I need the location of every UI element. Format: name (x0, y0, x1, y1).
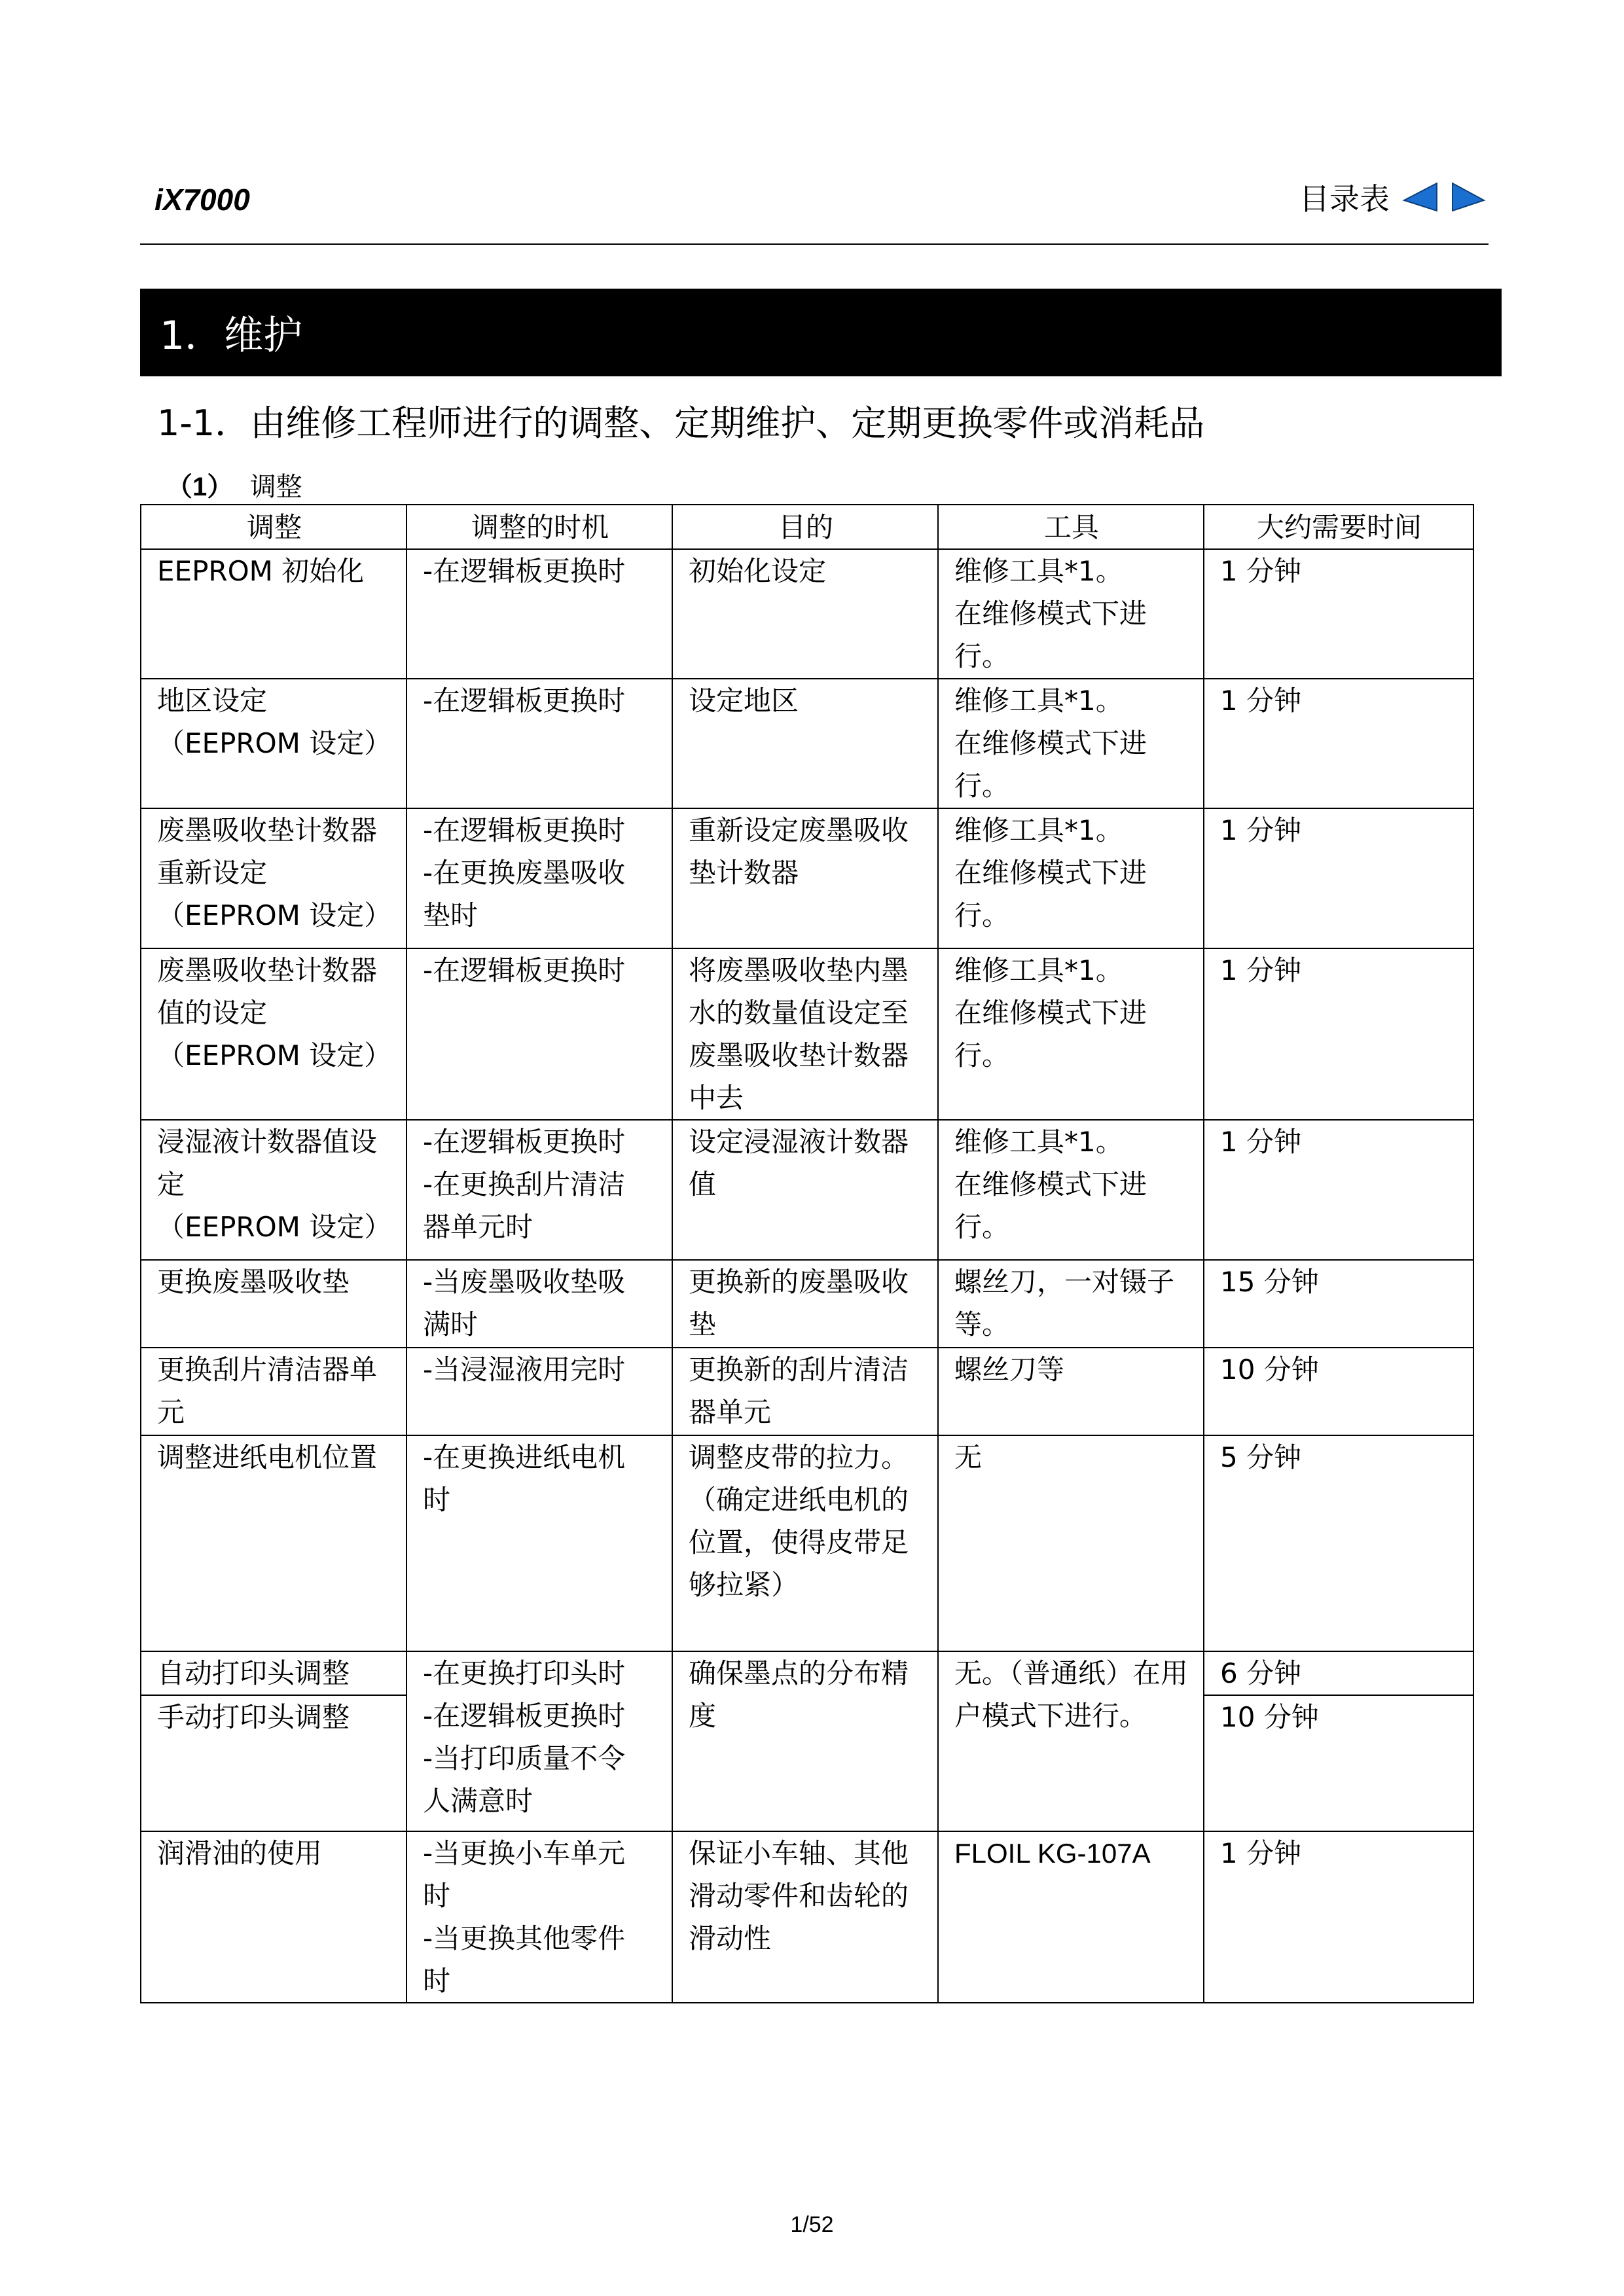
cell-line: 时 (423, 1880, 451, 1912)
timing-cell (406, 1260, 672, 1348)
cell-line: -在更换进纸电机 (423, 1441, 626, 1473)
time-cell (1204, 1120, 1473, 1260)
tool-cell (938, 1651, 1204, 1831)
cell-line: 更换废墨吸收垫 (157, 1266, 350, 1298)
cell-line: 1 分钟 (1220, 555, 1302, 587)
adjust-cell (141, 948, 406, 1120)
table-row (141, 1348, 1473, 1435)
timing-cell (406, 1348, 672, 1435)
tool-cell (938, 948, 1204, 1120)
cell-line: 手动打印头调整 (157, 1701, 350, 1733)
table-row (141, 1831, 1473, 2003)
adjust-cell (141, 1260, 406, 1348)
purpose-cell (672, 549, 938, 679)
cell-line: 无。（普通纸）在用 (954, 1657, 1189, 1689)
purpose-cell (672, 1348, 938, 1435)
timing-cell (406, 549, 672, 679)
cell-line: 维修工具*1。 (954, 1126, 1123, 1158)
cell-line: 行。 (954, 1211, 1010, 1243)
purpose-cell (672, 1831, 938, 2003)
section-title: 1-1．由维修工程师进行的调整、定期维护、定期更换零件或消耗品 (157, 403, 1205, 444)
header-divider (140, 243, 1489, 245)
adjust-cell (141, 1435, 406, 1651)
time-cell (1204, 1831, 1473, 2003)
purpose-cell (672, 1651, 938, 1831)
cell-line: 元 (157, 1396, 185, 1428)
cell-line: 时 (423, 1965, 451, 1997)
table-row (141, 1260, 1473, 1348)
cell-line: 维修工具*1。 (954, 954, 1123, 986)
cell-line: EEPROM 初始化 (157, 555, 365, 587)
chapter-title: 1．维护 (160, 313, 303, 359)
time-cell (1204, 1651, 1473, 1695)
adjust-cell (141, 1348, 406, 1435)
column-header: 大约需要时间 (1204, 505, 1473, 549)
cell-line: 垫计数器 (689, 857, 799, 889)
time-cell (1204, 808, 1473, 948)
cell-line: 在维修模式下进 (954, 598, 1147, 630)
toc-nav (1299, 175, 1487, 219)
purpose-cell (672, 948, 938, 1120)
cell-line: 行。 (954, 899, 1010, 931)
document-model: iX7000 (154, 183, 250, 217)
cell-line: 润滑油的使用 (157, 1837, 323, 1869)
adjust-cell (141, 1695, 406, 1831)
cell-line: 等。 (954, 1308, 1010, 1340)
triangle-left-icon[interactable] (1401, 181, 1438, 213)
table-row (141, 549, 1473, 679)
cell-line: -当浸湿液用完时 (423, 1354, 626, 1386)
cell-line: 螺丝刀等 (954, 1354, 1065, 1386)
cell-line: 1 分钟 (1220, 1837, 1302, 1869)
cell-line: 中去 (689, 1082, 744, 1114)
cell-line: 维修工具*1。 (954, 685, 1123, 717)
cell-line: 垫 (689, 1308, 717, 1340)
cell-line: -当打印质量不令 (423, 1742, 626, 1774)
cell-line: 行。 (954, 640, 1010, 672)
cell-line: 值的设定 (157, 997, 268, 1029)
cell-line: 废墨吸收垫计数器 (689, 1039, 909, 1071)
table-row (141, 1651, 1473, 1695)
cell-line: 10 分钟 (1220, 1701, 1319, 1733)
table-header-row (141, 505, 1473, 549)
cell-line: 滑动性 (689, 1922, 772, 1954)
table-row (141, 1435, 1473, 1651)
cell-line: 更换新的刮片清洁 (689, 1354, 909, 1386)
time-cell (1204, 549, 1473, 679)
cell-line: 1 分钟 (1220, 954, 1302, 986)
table-row (141, 1120, 1473, 1260)
timing-cell (406, 1831, 672, 2003)
subsection-number: （1） (166, 473, 234, 501)
page-number: 1/52 (790, 2212, 834, 2237)
cell-line: -在逻辑板更换时 (423, 555, 626, 587)
tool-cell (938, 1260, 1204, 1348)
cell-line: 器单元 (689, 1396, 772, 1428)
cell-line: 重新设定废墨吸收 (689, 814, 909, 846)
cell-line: 15 分钟 (1220, 1266, 1319, 1298)
timing-cell (406, 1435, 672, 1651)
timing-cell (406, 1120, 672, 1260)
cell-line: 时 (423, 1484, 451, 1516)
tool-cell (938, 679, 1204, 808)
adjust-cell (141, 549, 406, 679)
subsection-label: 调整 (249, 472, 302, 502)
tool-cell (938, 1120, 1204, 1260)
cell-line: 维修工具*1。 (954, 555, 1123, 587)
cell-line: 1 分钟 (1220, 1126, 1302, 1158)
adjust-cell (141, 1831, 406, 2003)
cell-line: 值 (689, 1168, 717, 1200)
timing-cell (406, 948, 672, 1120)
time-cell (1204, 1695, 1473, 1831)
cell-line: 地区设定 (157, 685, 268, 717)
cell-line: 维修工具*1。 (954, 814, 1123, 846)
timing-cell (406, 1651, 672, 1831)
cell-line: 螺丝刀，一对镊子 (954, 1266, 1175, 1298)
cell-line: 重新设定 (157, 857, 268, 889)
tool-cell (938, 549, 1204, 679)
cell-line: -在更换打印头时 (423, 1657, 626, 1689)
cell-line: 无 (954, 1441, 983, 1473)
table-row (141, 679, 1473, 808)
cell-line: -当更换其他零件 (423, 1922, 626, 1954)
column-header: 调整的时机 (406, 505, 672, 549)
cell-line: FLOIL KG-107A (954, 1838, 1151, 1869)
cell-line: 更换新的废墨吸收 (689, 1266, 909, 1298)
subsection-title (166, 466, 302, 503)
time-cell (1204, 1348, 1473, 1435)
cell-line: 在维修模式下进 (954, 997, 1147, 1029)
cell-line: 浸湿液计数器值设 (157, 1126, 378, 1158)
cell-line: -在更换废墨吸收 (423, 857, 626, 889)
cell-line: -当废墨吸收垫吸 (423, 1266, 626, 1298)
adjust-cell (141, 1651, 406, 1695)
adjust-cell (141, 679, 406, 808)
timing-cell (406, 808, 672, 948)
cell-line: -当更换小车单元 (423, 1837, 626, 1869)
time-cell (1204, 948, 1473, 1120)
column-header: 工具 (938, 505, 1204, 549)
cell-line: 在维修模式下进 (954, 857, 1147, 889)
cell-line: -在逻辑板更换时 (423, 954, 626, 986)
cell-line: 度 (689, 1700, 717, 1732)
cell-line: 废墨吸收垫计数器 (157, 814, 378, 846)
chapter-heading (140, 289, 1502, 376)
cell-line: 10 分钟 (1220, 1354, 1319, 1386)
timing-cell (406, 679, 672, 808)
adjust-cell (141, 1120, 406, 1260)
cell-line: 定 (157, 1168, 185, 1200)
time-cell (1204, 679, 1473, 808)
cell-line: 废墨吸收垫计数器 (157, 954, 378, 986)
cell-line: 将废墨吸收垫内墨 (689, 954, 909, 986)
cell-line: 1 分钟 (1220, 814, 1302, 846)
tool-cell (938, 808, 1204, 948)
cell-line: 位置，使得皮带足 (689, 1526, 909, 1558)
table-row (141, 808, 1473, 948)
purpose-cell (672, 679, 938, 808)
cell-line: 器单元时 (423, 1211, 533, 1243)
cell-line: 1 分钟 (1220, 685, 1302, 717)
cell-line: 在维修模式下进 (954, 727, 1147, 759)
cell-line: -在更换刮片清洁 (423, 1168, 626, 1200)
cell-line: 在维修模式下进 (954, 1168, 1147, 1200)
cell-line: （EEPROM 设定） (157, 727, 392, 759)
cell-line: 保证小车轴、其他 (689, 1837, 909, 1869)
cell-line: 5 分钟 (1220, 1441, 1302, 1473)
cell-line: 行。 (954, 770, 1010, 802)
cell-line: 人满意时 (423, 1785, 533, 1817)
time-cell (1204, 1260, 1473, 1348)
cell-line: （EEPROM 设定） (157, 899, 392, 931)
cell-line: 户模式下进行。 (954, 1700, 1147, 1732)
purpose-cell (672, 1260, 938, 1348)
cell-line: 水的数量值设定至 (689, 997, 909, 1029)
cell-line: 自动打印头调整 (157, 1657, 350, 1689)
purpose-cell (672, 1435, 938, 1651)
table-row (141, 948, 1473, 1120)
cell-line: （EEPROM 设定） (157, 1211, 392, 1243)
cell-line: 垫时 (423, 899, 478, 931)
purpose-cell (672, 808, 938, 948)
column-header: 调整 (141, 505, 406, 549)
cell-line: 调整皮带的拉力。 (689, 1441, 909, 1473)
cell-line: 初始化设定 (689, 555, 827, 587)
cell-line: 滑动零件和齿轮的 (689, 1880, 909, 1912)
cell-line: -在逻辑板更换时 (423, 1700, 626, 1732)
cell-line: 调整进纸电机位置 (157, 1441, 378, 1473)
cell-line: 更换刮片清洁器单 (157, 1354, 378, 1386)
tool-cell (938, 1348, 1204, 1435)
triangle-right-icon[interactable] (1450, 181, 1487, 213)
column-header: 目的 (672, 505, 938, 549)
toc-link[interactable]: 目录表 (1299, 181, 1390, 217)
cell-line: -在逻辑板更换时 (423, 1126, 626, 1158)
cell-line: -在逻辑板更换时 (423, 814, 626, 846)
cell-line: 设定浸湿液计数器 (689, 1126, 909, 1158)
time-cell (1204, 1435, 1473, 1651)
cell-line: 行。 (954, 1039, 1010, 1071)
adjust-cell (141, 808, 406, 948)
cell-line: 6 分钟 (1220, 1657, 1302, 1689)
cell-line: 够拉紧） (689, 1569, 799, 1601)
cell-line: 设定地区 (689, 685, 799, 717)
tool-cell (938, 1435, 1204, 1651)
adjustment-table (140, 504, 1474, 2003)
cell-line: 满时 (423, 1308, 478, 1340)
cell-line: 确保墨点的分布精 (689, 1657, 909, 1689)
cell-line: （确定进纸电机的 (689, 1484, 909, 1516)
purpose-cell (672, 1120, 938, 1260)
cell-line: （EEPROM 设定） (157, 1039, 392, 1071)
tool-cell (938, 1831, 1204, 2003)
cell-line: -在逻辑板更换时 (423, 685, 626, 717)
